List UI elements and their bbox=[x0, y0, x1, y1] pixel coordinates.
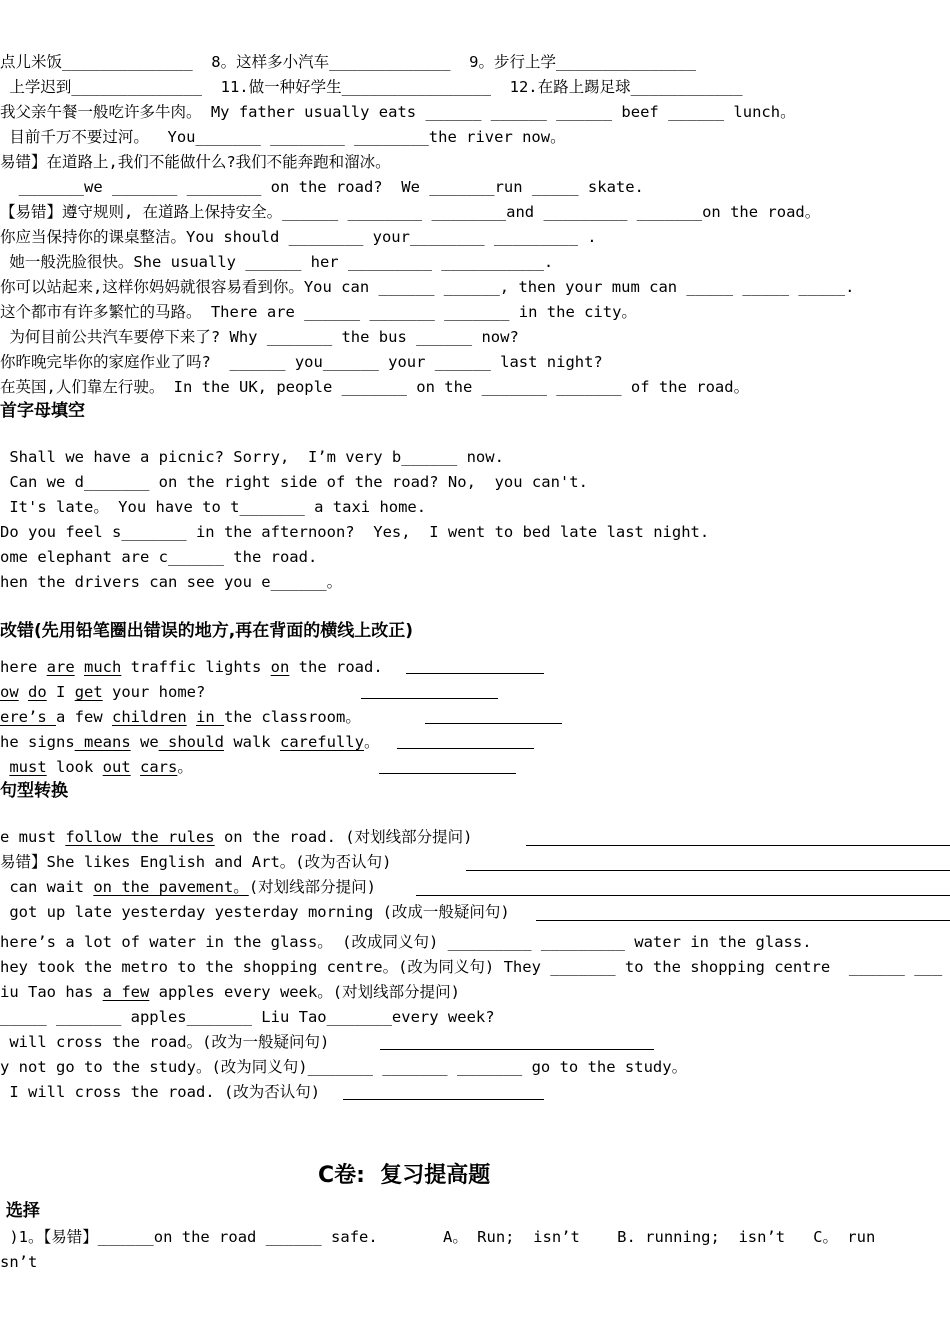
text-segment bbox=[75, 658, 84, 676]
underlined-text: are bbox=[46, 658, 75, 676]
underlined-text: on bbox=[270, 658, 290, 676]
answer-line bbox=[536, 920, 950, 921]
text-line: ome elephant are c______ the road. bbox=[0, 548, 318, 566]
text-line: 她一般洗脸很快。She usually ______ her _________ ___________. bbox=[0, 253, 554, 271]
text-line bbox=[0, 902, 510, 922]
answer-line bbox=[397, 748, 534, 749]
text-line: _______we _______ ________ on the road? We _______run _____ skate. bbox=[0, 178, 644, 196]
underlined-text: should bbox=[158, 733, 224, 751]
text-line bbox=[0, 852, 391, 872]
underlined-text: ow bbox=[0, 683, 19, 701]
section-heading: 选择 bbox=[0, 1201, 40, 1221]
text-line: It's late。 You have to t_______ a taxi home. bbox=[0, 498, 427, 516]
section-heading: 首字母填空 bbox=[0, 401, 85, 421]
answer-line bbox=[379, 773, 516, 774]
text-segment: a few bbox=[56, 708, 112, 726]
underlined-text: means bbox=[74, 733, 131, 751]
text-segment: can wait bbox=[0, 878, 94, 896]
text-segment: apples every week。(对划线部分提问) bbox=[149, 983, 460, 1001]
text-line: 这个都市有许多繁忙的马路。 There are ______ _______ _______ in the city。 bbox=[0, 303, 637, 321]
answer-line bbox=[416, 895, 950, 896]
text-line: 在英国,人们靠左行驶。 In the UK, people _______ on the _______ _______ of the road。 bbox=[0, 378, 750, 396]
section-heading: 改错(先用铅笔圈出错误的地方,再在背面的横线上改正) bbox=[0, 621, 413, 641]
underlined-text: in bbox=[196, 708, 224, 726]
text-segment bbox=[0, 758, 9, 776]
text-line: 目前千万不要过河。 You_______ ________ ________the river now。 bbox=[0, 128, 566, 146]
text-segment: _____ _______ apples_______ Liu Tao_______every week? bbox=[0, 1008, 495, 1026]
underlined-text: do bbox=[28, 683, 47, 701]
text-line bbox=[0, 657, 383, 677]
underlined-text: ere’s bbox=[0, 708, 56, 726]
text-line bbox=[0, 982, 460, 1002]
text-segment: we bbox=[130, 733, 159, 751]
text-line bbox=[0, 1057, 687, 1077]
underlined-text: get bbox=[74, 683, 103, 701]
answer-line bbox=[425, 723, 562, 724]
text-line: 我父亲午餐一般吃许多牛肉。 My father usually eats ______ ______ ______ beef ______ lunch。 bbox=[0, 103, 796, 121]
text-segment: the classroom。 bbox=[224, 708, 361, 726]
text-segment bbox=[187, 708, 196, 726]
section-heading: 句型转换 bbox=[0, 781, 68, 801]
text-segment: I bbox=[46, 683, 75, 701]
text-segment: got up late yesterday yesterday morning (改成一般疑问句) bbox=[0, 903, 510, 921]
underlined-text: much bbox=[84, 658, 122, 676]
text-segment: 易错】She likes English and Art。(改为否认句) bbox=[0, 853, 392, 871]
text-line: 上学迟到______________ 11.做一种好学生________________ 12.在路上踢足球____________ bbox=[0, 78, 743, 96]
text-line bbox=[0, 1007, 495, 1027]
text-line: sn’t bbox=[0, 1253, 38, 1271]
text-segment: I will cross the road. (改为否认句) bbox=[0, 1083, 321, 1101]
text-line bbox=[0, 1032, 329, 1052]
text-line bbox=[0, 877, 376, 897]
text-segment: here bbox=[0, 658, 47, 676]
text-segment: iu Tao has bbox=[0, 983, 103, 1001]
text-line bbox=[0, 682, 205, 702]
text-line: hen the drivers can see you e______。 bbox=[0, 573, 343, 591]
text-segment: traffic lights bbox=[121, 658, 271, 676]
text-line bbox=[0, 757, 193, 777]
text-segment: the road. bbox=[289, 658, 383, 676]
text-line: 易错】在道路上,我们不能做什么?我们不能奔跑和溜冰。 bbox=[0, 153, 391, 171]
text-line: 你应当保持你的课桌整洁。You should ________ your________ _________ . bbox=[0, 228, 597, 246]
text-segment: (对划线部分提问) bbox=[248, 878, 376, 896]
text-segment: your home? bbox=[102, 683, 206, 701]
answer-line bbox=[466, 870, 950, 871]
underlined-text: cars bbox=[140, 758, 178, 776]
text-line: Do you feel s_______ in the afternoon? Yes, I went to bed late last night. bbox=[0, 523, 710, 541]
text-segment: hey took the metro to the shopping centre。(改为同义句) They _______ to the shopping centre ______ ___ bbox=[0, 958, 943, 976]
text-line: 【易错】遵守规则, 在道路上保持安全。______ ________ ________and _________ _______on the road。 bbox=[0, 203, 821, 221]
text-line bbox=[0, 707, 361, 727]
text-line: 你可以站起来,这样你妈妈就很容易看到你。You can ______ ______, then your mum can _____ _____ _____. bbox=[0, 278, 855, 296]
text-segment: y not go to the study。(改为同义句)_______ _______ _______ go to the study。 bbox=[0, 1058, 688, 1076]
underlined-text: must bbox=[9, 758, 47, 776]
text-segment: will cross the road。(改为一般疑问句) bbox=[0, 1033, 330, 1051]
text-line: )1。【易错】______on the road ______ safe. A。 Run; isn’t B. running; isn’t C。 run bbox=[0, 1228, 876, 1246]
underlined-text: a few bbox=[102, 983, 150, 1001]
text-line: Can we d_______ on the right side of the road? No, you can't. bbox=[0, 473, 588, 491]
underlined-text: carefully bbox=[279, 733, 364, 751]
text-line bbox=[0, 932, 812, 952]
text-line: 为何目前公共汽车要停下来了? Why _______ the bus ______ now? bbox=[0, 328, 519, 346]
text-line: Shall we have a picnic? Sorry, I’m very b______ now. bbox=[0, 448, 504, 466]
underlined-text: follow the rules bbox=[65, 828, 215, 846]
underlined-text: out bbox=[102, 758, 131, 776]
text-segment bbox=[131, 758, 140, 776]
answer-line bbox=[380, 1049, 654, 1050]
text-segment: e must bbox=[0, 828, 66, 846]
text-line bbox=[0, 827, 472, 847]
text-segment: here’s a lot of water in the glass。 (改成同义句) _________ _________ water in the glass. bbox=[0, 933, 812, 951]
text-line bbox=[0, 1082, 320, 1102]
text-segment: 。 bbox=[177, 758, 193, 776]
answer-line bbox=[361, 698, 498, 699]
text-segment bbox=[19, 683, 28, 701]
text-line bbox=[0, 957, 942, 977]
text-segment: on the road. (对划线部分提问) bbox=[214, 828, 473, 846]
text-segment: 。 bbox=[363, 733, 380, 751]
text-line: 点儿米饭______________ 8。这样多小汽车_____________ 9。步行上学_______________ bbox=[0, 53, 696, 71]
page-title: C卷: 复习提高题 bbox=[318, 1163, 491, 1188]
underlined-text: on the pavement。 bbox=[93, 878, 249, 896]
text-segment: look bbox=[46, 758, 103, 776]
answer-line bbox=[343, 1099, 544, 1100]
answer-line bbox=[406, 673, 544, 674]
text-line: 你昨晚完毕你的家庭作业了吗? ______ you______ your ______ last night? bbox=[0, 353, 603, 371]
answer-line bbox=[526, 845, 950, 846]
text-segment: walk bbox=[223, 733, 280, 751]
underlined-text: children bbox=[112, 708, 187, 726]
text-line bbox=[0, 732, 380, 752]
text-segment: he signs bbox=[0, 733, 75, 751]
